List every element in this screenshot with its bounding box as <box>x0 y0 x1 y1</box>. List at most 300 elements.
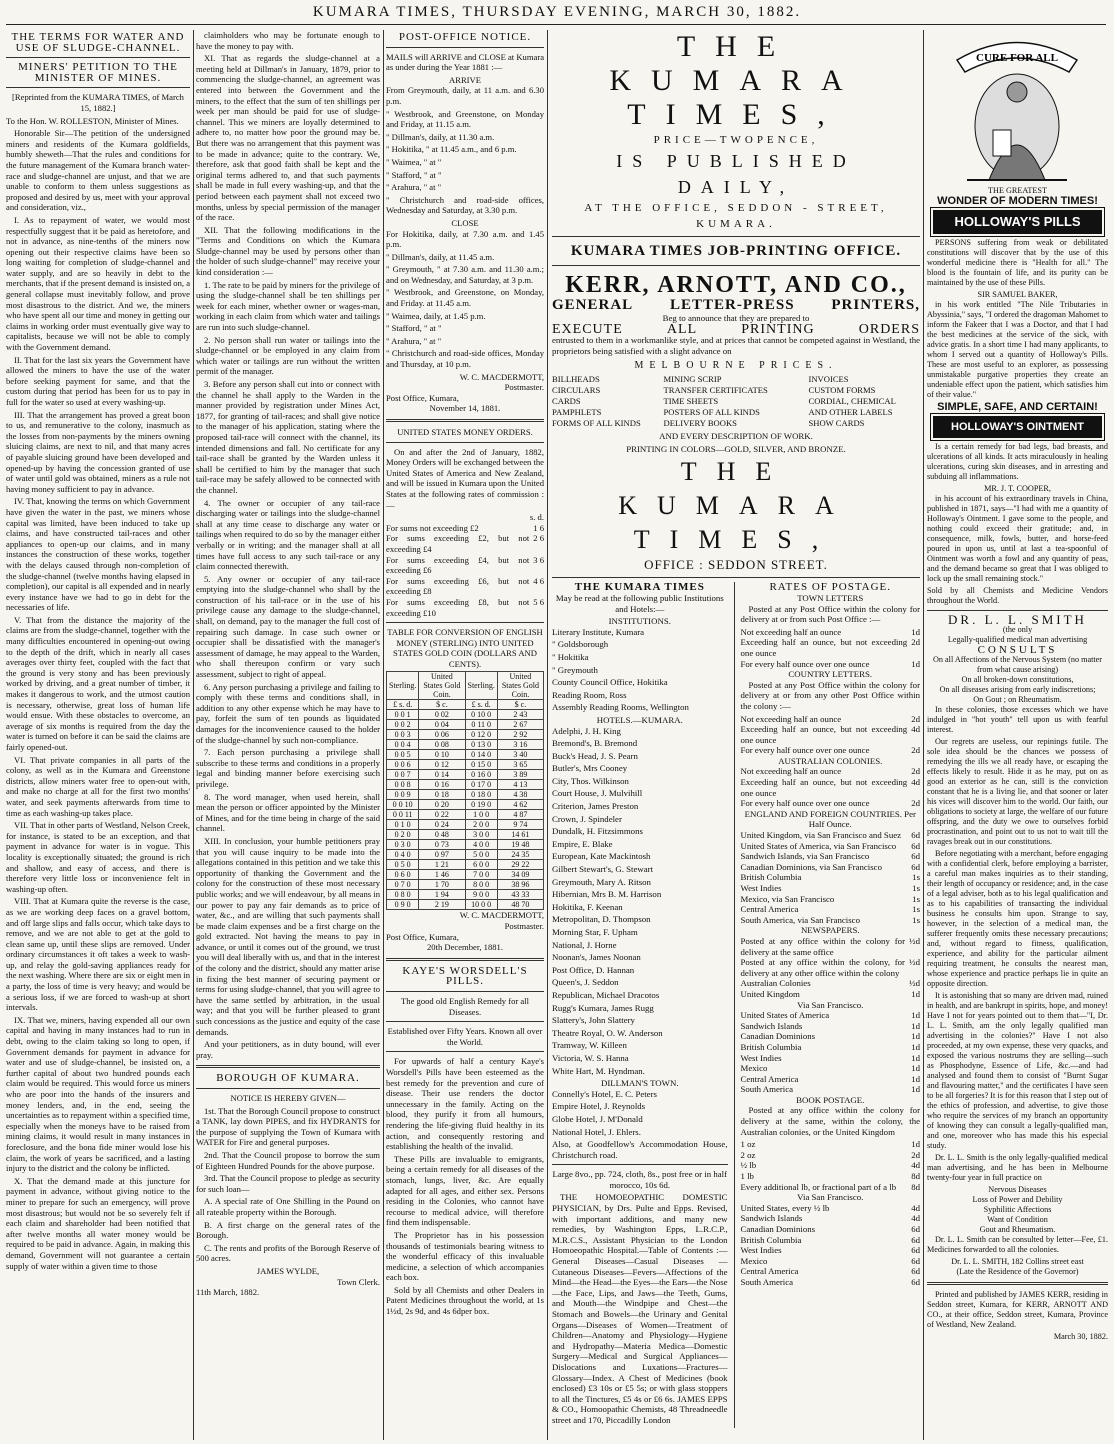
divider <box>386 991 544 992</box>
postage-rate-value: 1d <box>911 1010 920 1021</box>
job-type: FORMS OF ALL KINDS <box>552 418 641 429</box>
table-cell: 43 33 <box>497 890 543 900</box>
job-types-grid <box>552 374 920 429</box>
cure-for-all-illustration-icon <box>927 30 1108 186</box>
postage-rate-line <box>741 1277 920 1288</box>
town-label: TOWN LETTERS <box>797 592 864 603</box>
hotel-entry: Buck's Head, J. S. Pearn <box>552 750 638 761</box>
every-description: AND EVERY DESCRIPTION OF WORK. <box>659 431 813 442</box>
borough-pledge-c: C. The rents and profits of the Borough Reserve of 500 acres. <box>196 1242 380 1264</box>
divider <box>6 87 190 88</box>
kumara-times-title: THE KUMARA TIMES, <box>609 30 863 131</box>
institutions-label: INSTITUTIONS. <box>608 616 671 627</box>
table-cell: 0 8 0 <box>387 890 419 900</box>
hotel-entry: Butler's, Mrs Cooney <box>552 763 628 774</box>
petition-paragraph: II. That for the last six years the Government have allowed the miners to have the use of the water before seeking payment for same, and that the custom during that period has been for us to pay in full for the water so used at every washing-up. <box>6 354 190 407</box>
read-intro: May be read at the following public Institutions and Hotels:— <box>555 592 724 614</box>
column-rule <box>923 30 924 1440</box>
table-row <box>387 820 544 830</box>
kumara-times-office-title: THE KUMARA TIMES, <box>618 457 854 555</box>
institution-entry: " Hokitika <box>552 651 589 662</box>
postage-rate-line <box>741 978 920 989</box>
close-line: For Hokitika, daily, at 7.30 a.m. and 1.45 p.m. <box>386 228 544 250</box>
postage-rate-value: 8d <box>911 1171 920 1182</box>
town-intro: Posted at any Post Office within the colony for delivery at or from such Post Office :— <box>740 603 920 625</box>
postage-rate-line <box>741 1031 920 1042</box>
close-line: " Greymouth, " at 7.30 a.m. and 11.30 a.m.; and on Wednesday, and Saturday, at 3 p.m. <box>386 264 544 285</box>
arrive-line: " Arahura, " at " <box>386 182 442 193</box>
postage-rate-label: 1 oz <box>740 1139 756 1150</box>
postage-rate-line <box>741 872 920 883</box>
job-type: CUSTOM FORMS <box>808 385 876 396</box>
consults-label: CONSULTS <box>977 644 1058 656</box>
badge-text: CURE FOR ALL <box>976 52 1058 64</box>
hotel-entry: National, J. Horne <box>552 939 617 950</box>
postage-rate-value: 2d <box>911 1149 920 1160</box>
arrive-line: " Stafford, " at " <box>386 169 442 180</box>
column-4 <box>552 30 920 1440</box>
table-row <box>387 830 544 840</box>
table-cell: 0 0 5 <box>387 750 419 760</box>
postage-rate-line <box>741 915 920 926</box>
postage-rate-value: 2d <box>911 745 920 756</box>
table-row <box>387 800 544 810</box>
baker-quote: in his work entitled "The Nile Tributaries in Abyssinia," says, "I ordered the dragoman Mahomet to inform the Fakeer that I was a Doctor, and that I had the best medicines at the service of the sick, with advice gratis. In a short time I had many applicants, to whom I served out a quantity of Holloway's Pills. These are most useful to an explorer, as possessing unmistakable purgative properties they create an undeniable effect upon the patient, which satisfies him of their value." <box>927 300 1108 399</box>
consult-3: On all diseases arising from early indiscretions; <box>939 685 1096 694</box>
postage-rate-line <box>741 1203 920 1214</box>
rate-unit: s. d. <box>529 512 544 523</box>
table-unit: £ s. d. <box>465 700 497 710</box>
table-cell: 0 20 <box>419 800 465 810</box>
postage-rate-line <box>741 1084 920 1095</box>
table-row <box>387 890 544 900</box>
postage-rate-label: ½ lb <box>740 1160 757 1171</box>
column-1 <box>6 30 190 1440</box>
post-intro: MAILS will ARRIVE and CLOSE at Kumara as under during the Year 1881 :— <box>386 51 544 73</box>
simple-safe-heading: SIMPLE, SAFE, AND CERTAIN! <box>937 401 1098 413</box>
table-cell: 0 9 0 <box>387 900 419 910</box>
postage-rate-line <box>741 1160 920 1171</box>
table-cell: 2 67 <box>497 720 543 730</box>
dr-smith-body <box>927 705 1108 1183</box>
table-cell: 8 0 0 <box>465 880 497 890</box>
table-postmaster-role: Postmaster. <box>504 921 544 932</box>
postage-rate-line <box>741 1021 920 1032</box>
table-cell: 0 18 <box>419 790 465 800</box>
post-office-title: POST-OFFICE NOTICE. <box>398 31 532 43</box>
table-cell: 0 6 0 <box>387 870 419 880</box>
divider <box>196 1065 380 1068</box>
exec-word-4: ORDERS <box>858 321 920 337</box>
table-cell: 9 74 <box>497 820 543 830</box>
column-rule <box>383 30 384 1440</box>
postage-rate-value: ½d <box>909 957 920 968</box>
petition-paragraph: 6. Any person purchasing a privilege and failing to comply with these terms and conditions shall, in addition to any other expense which he may have to pay, forfeit the sum of ten pounds as liquidated damages for the inconvenience caused to the holder of the sludge-channel by such non-compliance. <box>196 681 380 745</box>
conversion-title: TABLE FOR CONVERSION OF ENGLISH MONEY (STERLING) INTO UNITED STATES GOLD COIN (DOLLARS AND CENTS). <box>387 627 543 669</box>
postage-rate-line <box>741 1256 920 1267</box>
postage-rate-label: Mexico, via San Francisco <box>740 893 835 904</box>
terms-heading: THE TERMS FOR WATER AND USE OF SLUDGE-CHANNEL. <box>11 31 185 54</box>
borough-title: BOROUGH OF KUMARA. <box>216 1072 360 1085</box>
table-cell: 0 0 9 <box>387 790 419 800</box>
rate-label: For sums exceeding £4, but not exceeding £6 <box>386 554 530 576</box>
arrive-label: ARRIVE <box>449 74 481 85</box>
news-rates <box>741 936 920 1000</box>
kumara-line: KUMARA. <box>696 218 776 230</box>
hotel-entry: Queen's, J. Seddon <box>552 977 619 988</box>
divider <box>386 958 544 961</box>
country-label: COUNTRY LETTERS. <box>788 669 873 680</box>
petition-paragraph: IX. That we, miners, having expended all our own capital and having in many instances had to run in debt, owing to the claim taking so long to open, if Government demands for payment in advance for water and use of sludge-channel, be insisted on, a further capital of about two hundred pounds each claim would be required. This would force us miners who are poor into the hands of the insurers and money lenders, and, in the end, seeing the uncertainties as to repayment within a specified time, especially when the moneys have to be raised from mining claims, it would result in many instances in foreclosure, and the bona fide miner would lose his claim, the work of years be sacrificed, and a lasting injury to the district and the colony be inflicted. <box>6 1014 190 1174</box>
divider <box>386 47 544 48</box>
rate-value: 3 6 <box>533 554 544 565</box>
table-cell: 1 0 0 <box>465 810 497 820</box>
money-orders-title: UNITED STATES MONEY ORDERS. <box>397 427 533 437</box>
postage-rate-label: Central America <box>740 904 799 915</box>
gen-word-3: PRINTERS, <box>831 297 920 313</box>
close-list <box>386 229 544 370</box>
postage-rate-value: 6d <box>911 861 920 872</box>
hotel-entry: Noonan's, James Noonan <box>552 952 641 963</box>
arrive-line: " Waimea, " at " <box>386 156 442 167</box>
borough-signature: JAMES WYLDE, <box>256 1265 320 1276</box>
hotel-entry: Hokitika, F. Keenan <box>552 901 623 912</box>
country-rates <box>741 714 920 756</box>
via2-label: Via San Francisco. <box>797 1192 864 1203</box>
table-row <box>387 720 544 730</box>
postage-rate-label: Sandwich Islands <box>740 1213 803 1224</box>
table-postmaster: W. C. MACDERMOTT, <box>459 910 544 921</box>
postage-rate-line <box>741 1010 920 1021</box>
kaye-paragraph: Sold by all Chemists and other Dealers in Patent Medicines throughout the world, at 1s 1½d, 2s 9d, and 4s 6dper box. <box>386 1284 544 1317</box>
dr-legal: Legally-qualified medical man advertising <box>947 635 1088 644</box>
kaye-established: Established over Fifty Years. Known all over the World. <box>387 1026 543 1047</box>
dr-smith-paragraph: Our regrets are useless, our repinings futile. The sole idea should be the chances we possess of remedying the ills we all ready have, or escaping the effects likely to result. Hide it as he may, put on as good an exterior as he can, still is the conviction constant that he is a living lie, and that sooner or later his vices will discover him to the world. Our faith, our obligations to society at large, the welfare of our future offspring, and the duty we owe to ourselves forbid procrastination, and point out to us not to wait till the ravages break out in our constitutions. <box>927 737 1108 846</box>
postage-rate-label: South America <box>740 1276 794 1287</box>
arrive-list <box>386 85 544 216</box>
job-type: MINING SCRIP <box>663 374 722 385</box>
table-cell: 4 87 <box>497 810 543 820</box>
postage-rate-value: 6d <box>911 840 920 851</box>
table-row <box>387 770 544 780</box>
postage-rate-line <box>741 957 920 978</box>
postage-rate-value: 2d <box>911 713 920 724</box>
hotel-entry: Slattery's, John Slattery <box>552 1015 635 1026</box>
hotel-entry: Bremond's, B. Bremond <box>552 738 638 749</box>
lower-ads <box>552 582 920 1427</box>
postage-rate-label: Sandwich Islands <box>740 1020 803 1031</box>
postage-rate-label: Posted at any office within the colony, for delivery at any other office within the colony <box>740 957 905 978</box>
postage-rate-value: 1d <box>911 1031 920 1042</box>
institution-entry: " Goldsborough <box>552 639 609 650</box>
table-cell: 1 94 <box>419 890 465 900</box>
table-cell: 0 0 10 <box>387 800 419 810</box>
postage-rate-line <box>741 841 920 852</box>
table-cell: 6 0 0 <box>465 860 497 870</box>
table-cell: 0 0 6 <box>387 760 419 770</box>
table-cell: 0 13 0 <box>465 740 497 750</box>
postage-rate-line <box>741 1235 920 1246</box>
table-row <box>387 780 544 790</box>
postage-rate-label: Sandwich Islands, via San Francisco <box>740 851 870 862</box>
petition-paragraph: 8. The word manager, when used herein, shall mean the person or officer appointed by the Minister of Mines, and for the time being in charge of the said channel. <box>196 791 380 834</box>
postage-rate-value: 4d <box>911 777 920 788</box>
dillman-hotel-entry: National Hotel, J. Ehlers. <box>552 1126 641 1137</box>
table-header: Sterling. <box>387 672 419 700</box>
column-3 <box>386 30 544 1440</box>
hotel-entry: City, Thos. Wilkinson <box>552 775 629 786</box>
table-cell: 0 22 <box>419 810 465 820</box>
job-type: TRANSFER CERTIFICATES <box>663 385 768 396</box>
table-cell: 2 92 <box>497 730 543 740</box>
petition-paragraph: IV. That, knowing the terms on which Government have given the water in the past, we miners whose capital was limited, have been induced to take up claims, and have constructed tail-races and other appliances to open-up our claims, and in many instances the construction of these works, together with the delays caused through non-completion of the sludge-channel (twelve months having elapsed in completion), our capital is all expended and in nearly every instance have we had to go in debt for the necessaries of life. <box>6 496 190 613</box>
table-row <box>387 710 544 720</box>
table-cell: 1 46 <box>419 870 465 880</box>
table-cell: 0 19 0 <box>465 800 497 810</box>
consult-2: On all broken-down constitutions, <box>961 675 1074 684</box>
entrusted-text: entrusted to them in a workmanlike style, and at prices that cannot be competed against in Westland, the proprietors being satisfied with a slight advance on <box>552 335 920 356</box>
consult-4: On Gout ; on Rheumatism. <box>973 695 1062 704</box>
table-header: United States Gold Coin. <box>497 672 543 700</box>
column-5 <box>927 30 1108 1440</box>
job-type: CIRCULARS <box>552 385 601 396</box>
petition-paragraph: 4. The owner or occupier of any tail-race discharging water or tailings into the sludge-channel shall at any time cease to discharge any water or tailings when required to do so by the manager either verbally or in writing; and the manager shall at all times have full access to any such tail-race or any claim connected therewith. <box>196 497 380 572</box>
money-order-rate <box>386 597 544 618</box>
baker-name: SIR SAMUEL BAKER, <box>977 290 1058 299</box>
job-type: POSTERS OF ALL KINDS <box>663 407 760 418</box>
table-cell: 9 0 0 <box>465 890 497 900</box>
table-cell: 0 0 7 <box>387 770 419 780</box>
table-cell: 38 96 <box>497 880 543 890</box>
close-line: " Dillman's, daily, at 11.45 a.m. <box>386 251 495 262</box>
table-header: United States Gold Coin. <box>419 672 465 700</box>
postage-rate-line <box>741 904 920 915</box>
hotel-entry: Morning Star, F. Upham <box>552 927 638 937</box>
table-cell: 0 97 <box>419 850 465 860</box>
rate-label: For sums exceeding £6, but not exceeding £8 <box>386 575 530 597</box>
hotel-entry: Crown, J. Spindeler <box>552 813 622 824</box>
table-cell: 0 04 <box>419 720 465 730</box>
aus-rates <box>741 766 920 808</box>
book-intro: Posted at any office within the colony for delivery at the same, within the colony, the Australian colonies, or the United Kingdom <box>740 1105 920 1137</box>
postage-rate-label: Australian Colonies <box>740 978 811 989</box>
printing-colors: PRINTING IN COLORS—GOLD, SILVER, AND BRONZE. <box>626 444 846 455</box>
reprint-note: [Reprinted from the KUMARA TIMES, of March 15, 1882.] <box>12 92 184 113</box>
table-cell: 0 14 0 <box>465 750 497 760</box>
cooper-quote: in his account of his extraordinary travels in China, published in 1871, says—"I had with me a quantity of Holloway's Ointment. I gave some to the people, and nothing could exceed their gratitude; and, in consequence, milk, fowls, butter, and horse-feed poured in upon us, until at last a tea-spoonful of Ointment was worth a fowl and any quantity of peas, and the demand became so great that I was obliged to lock up the small remaining stock." <box>927 494 1108 583</box>
postage-rate-line <box>741 627 920 638</box>
syph-line: Syphilitic Affections <box>983 1205 1052 1214</box>
table-cell: 0 16 <box>419 780 465 790</box>
kaye-paragraph: For upwards of half a century Kaye's Worsdell's Pills have been esteemed as the best remedy for the prevention and cure of disease. Their use renders the doctor unnecessary in the family. Acting on the blood, they purify it from all humours, rendering the life-giving fluid healthy in its action, and consequently restoring and establishing the health of the invalid. <box>386 1056 544 1152</box>
postage-rate-line <box>741 1063 920 1074</box>
via-rates <box>741 1010 920 1095</box>
town-rates <box>741 627 920 669</box>
table-cell: 0 14 <box>419 770 465 780</box>
aus-label: AUSTRALIAN COLONIES. <box>778 755 883 766</box>
post-place: Post Office, Kumara, <box>386 392 459 403</box>
table-row <box>387 850 544 860</box>
arrive-line: From Greymouth, daily, at 11 a.m. and 6.30 p.m. <box>386 85 544 106</box>
holloways-pills-banner: HOLLOWAY'S PILLS <box>933 210 1102 234</box>
hotel-entry: Tramway, W. Killeen <box>552 1040 627 1051</box>
money-orders-text: On and after the 2nd of January, 1882, Money Orders will be exchanged between the United States of America and New Zealand, and will be issued in Kumara upon the United States at the following rates of commission :— <box>386 446 544 510</box>
postage-rate-line <box>741 1053 920 1064</box>
table-cell: 3 89 <box>497 770 543 780</box>
kaye-paragraph: The Proprietor has in his possession thousands of testimonials bearing witness to the wonderful efficacy of this invaluable medicine, a selection of which accompanies each box. <box>386 1229 544 1283</box>
dr-smith-paragraph: Before negotiating with a merchant, before engaging with a confidential clerk, before employing a barrister, a careful man makes inquiries as to their standing, their length of occupancy or residence; and, in the case of a legal adviser, both as to his legal qualification and as to his capabilities of transacting the individual business he consults him upon. Strange to say, however, in the selection of a medical man, the sufferer frequently omits these necessary precautions; and, without regard to fitness, qualification, experience, and ability for the particular ailment requiring treatment, he consults the nearest man, whose experience and practice perhaps lie in quite an opposite direction. <box>927 849 1108 988</box>
postage-rate-label: Mexico <box>740 1255 768 1266</box>
table-cell: 0 16 0 <box>465 770 497 780</box>
greatest-label: THE GREATEST <box>988 186 1047 195</box>
postage-rate-label: South America, via San Francisco <box>740 914 860 925</box>
book-info: Large 8vo., pp. 724, cloth, 8s., post free or in half morocco, 10s 6d. <box>552 1169 728 1190</box>
borough-notice: NOTICE IS HEREBY GIVEN— <box>230 1093 346 1103</box>
table-row <box>387 740 544 750</box>
postage-rate-line <box>741 1074 920 1085</box>
postage-rate-value: 1s <box>912 914 920 925</box>
table-cell: 0 24 <box>419 820 465 830</box>
postage-rate-line <box>741 1171 920 1182</box>
table-row <box>387 880 544 890</box>
rate-label: For sums not exceeding £2 <box>386 522 479 533</box>
gen-word-1: GENERAL <box>552 297 634 313</box>
petition-paragraph: 5. Any owner or occupier of any tail-race emptying into the sludge-channel who shall by the construction of his tail-race or in the use of his privilege cause any damage to the sludge-channel, shall, on demand, pay to the manager the full cost of repairing such damage. In case such owner or occupier shall be dissatisfied with the manager's assessment of damage, he may appeal to the Warden, who shall thereupon confirm or vary such assessment, subject to right of appeal. <box>196 573 380 680</box>
postage-rate-value: 1d <box>911 626 920 637</box>
petition-paragraph: VIII. That at Kumara quite the reverse is the case, as we are working deep faces on a gravel bottom, and off large slips and falls occur, which take days to remove, and we are not able to get at the gold to clean same up, until these slips are removed. Under ordinary circumstances it oft takes a week to wash-up, and relay the gold-saving appliances ready for the next washing. Where there are six or eight men in a party, the loss of time is very heavy; and would be a serious loss, if we are forced to wash-up at short intervals. <box>6 896 190 1013</box>
dillman-hotel-entry: Empire Hotel, J. Reynolds <box>552 1101 646 1112</box>
table-cell: 2 43 <box>497 710 543 720</box>
hotels-label: HOTELS.—KUMARA. <box>596 714 683 725</box>
nervous-line: Nervous Diseases <box>988 1185 1047 1194</box>
hotel-entry: Rugg's Kumara, James Rugg <box>552 1002 654 1013</box>
loss-line: Loss of Power and Debility <box>972 1195 1063 1204</box>
divider <box>386 419 544 422</box>
table-cell: 34 09 <box>497 870 543 880</box>
postage-rate-value: ½d <box>909 978 920 989</box>
postage-rate-label: Exceeding half an ounce, but not exceeding one ounce <box>740 777 908 798</box>
postage-rate-value: 6d <box>911 851 920 862</box>
reading-places <box>552 582 728 1427</box>
divider <box>552 236 920 237</box>
dillman-hotel-entry: Connelly's Hotel, E. C. Peters <box>552 1088 657 1099</box>
postage-rate-line <box>741 777 920 798</box>
postage-rate-line <box>741 1266 920 1277</box>
job-printing-title: KUMARA TIMES JOB-PRINTING OFFICE. <box>570 243 902 259</box>
hotel-entry: Gilbert Stewart's, G. Stewart <box>552 864 654 875</box>
postage-rate-label: British Columbia <box>740 1041 802 1052</box>
holloway-illustration <box>927 30 1108 186</box>
rates-title: RATES OF POSTAGE. <box>769 581 892 594</box>
postage-rate-line <box>741 1139 920 1150</box>
table-cell: 0 18 0 <box>465 790 497 800</box>
table-cell: 1 21 <box>419 860 465 870</box>
arrive-line: " Westbrook, and Greenstone, on Monday and Friday, at 11.15 a.m. <box>386 108 544 130</box>
hotel-entry: Criterion, James Preston <box>552 801 639 812</box>
hotel-entry: Greymouth, Mary A. Ritson <box>552 876 651 887</box>
table-cell: 0 0 8 <box>387 780 419 790</box>
execute-orders <box>552 321 920 337</box>
also-goodfellow: Also, at Goodfellow's Accommodation House, Christchurch road. <box>552 1139 728 1160</box>
job-type: CORDIAL, CHEMICAL <box>808 396 896 407</box>
table-cell: 0 0 2 <box>387 720 419 730</box>
table-cell: 24 35 <box>497 850 543 860</box>
masthead-rule <box>6 24 1106 25</box>
job-type: SHOW CARDS <box>808 418 865 429</box>
dr-smith-paragraph: Dr. L. L. Smith is the only legally-qualified medical man advertising, and he has been in Melbourne twenty-four year in full practice on <box>927 1153 1108 1182</box>
postage-rate-value: 1d <box>911 1139 920 1150</box>
postage-rate-line <box>741 862 920 873</box>
postage-rate-label: United States, every ½ lb <box>740 1202 830 1213</box>
read-title: THE KUMARA TIMES <box>574 581 705 594</box>
institutions-list <box>552 627 728 713</box>
borough-pledge-b: B. A first charge on the general rates of the Borough. <box>196 1219 380 1241</box>
petition-paragraph: And your petitioners, as in duty bound, will ever pray. <box>196 1039 380 1060</box>
eng-rates <box>741 830 920 925</box>
rate-value: 1 6 <box>533 522 544 533</box>
postage-rate-line <box>741 1150 920 1161</box>
divider <box>6 57 190 58</box>
kaye-subtitle: The good old English Remedy for all Diseases. <box>401 996 529 1017</box>
table-place: Post Office, Kumara, <box>386 931 459 942</box>
divider <box>552 1164 728 1165</box>
postage-rate-label: 1 lb <box>740 1171 754 1182</box>
hotel-entry: Dundalk, H. Fitzsimmons <box>552 826 643 837</box>
money-order-rate <box>386 523 544 534</box>
table-cell: 29 22 <box>497 860 543 870</box>
postage-rate-value: 6d <box>911 1266 920 1277</box>
postage-rate-value: 4d <box>911 1160 920 1171</box>
hotel-entry: Metropolitan, D. Thompson <box>552 914 651 925</box>
petition-continued <box>196 30 380 1060</box>
dr-only: (the only <box>1002 625 1033 634</box>
table-row <box>387 750 544 760</box>
hotel-entry: Adelphi, J. H. King <box>552 725 621 736</box>
institution-entry: Reading Room, Ross <box>552 689 627 700</box>
post-date: November 14, 1881. <box>429 403 501 414</box>
table-cell: 3 0 0 <box>465 830 497 840</box>
additional-label: Every additional lb, or fractional part of a lb <box>740 1181 897 1192</box>
money-order-rates <box>386 523 544 618</box>
table-cell: 0 02 <box>419 710 465 720</box>
postage-rate-line <box>741 724 920 745</box>
eng-label: ENGLAND AND FOREIGN COUNTRIES. Per Half Ounce. <box>744 808 916 830</box>
table-row <box>387 790 544 800</box>
imprint-date: March 30, 1882. <box>1053 1332 1108 1341</box>
table-cell: 4 62 <box>497 800 543 810</box>
postage-rate-label: Mexico <box>740 1063 768 1074</box>
postmaster-name: W. C. MACDERMOTT, <box>459 371 544 382</box>
imprint: Printed and published by JAMES KERR, residing in Seddon street, Kumara, for KERR, ARNOTT AND CO., at their office, Seddon street, Kumara, Province of Westland, New Zealand. <box>927 1290 1108 1329</box>
table-cell: 2 19 <box>419 900 465 910</box>
postage-rate-label: Not exceeding half an ounce <box>740 626 842 637</box>
cooper-name: MR. J. T. COOPER, <box>984 484 1051 493</box>
postage-rate-label: South America <box>740 1084 794 1095</box>
dr-address: Dr. L. L. SMITH, 182 Collins street east <box>951 1257 1084 1266</box>
petition-paragraph: XIII. In conclusion, your humble petitioners pray that you will cause inquiry to be made into the allegations contained in this petition and we take this opportunity of thanking the Government and the colony for the construction of these most necessary public works; and we will endeavour, by all means in our power to pay any fair demands as to price of water, &c., and are willing that such payments shall be made claim expenses and be a first charge on the gold extracted. Not having the means to pay in advance, or until it comes out of the ground, we trust you will deal liberally with us, and that in the interest of the colony and the district, should any matter arise in fixing the best manner of securing payment or terms for using sludge-channel, that you will agree to have the same settled by arbitration, in the usual way; and that you will be further pleased to grant such concessions as the justice and equity of the case demands. <box>196 835 380 1037</box>
table-row <box>387 900 544 910</box>
petition-paragraph: X. That the demand made at this juncture for payment in advance, without giving notice to the miner to prepare for such an emergency, will prove most disastrous; but would not be so severely felt if each claim and shareholder had been notified that after twelve months all water money would be required to be paid in advance. Again, in making this demand, Government will not guarantee a certain supply of water within a given time to those <box>6 1175 190 1271</box>
table-cell: 0 48 <box>419 830 465 840</box>
close-label: CLOSE <box>451 217 479 228</box>
rate-value: 4 6 <box>533 575 544 586</box>
postage-rate-line <box>741 851 920 862</box>
kaye-paragraph: These Pills are invaluable to emigrants, being a certain remedy for all diseases of the stomach, lungs, liver, &c. Are equally adapted for all ages, and either sex. Persons residing in the Colonies, who cannot have recourse to medical advice, will therefore find them indispensable. <box>386 1153 544 1228</box>
petition-body <box>6 128 190 1271</box>
postage-rate-label: 2 oz <box>740 1149 756 1160</box>
divider <box>927 610 1108 611</box>
postage-rate-line <box>741 989 920 1000</box>
